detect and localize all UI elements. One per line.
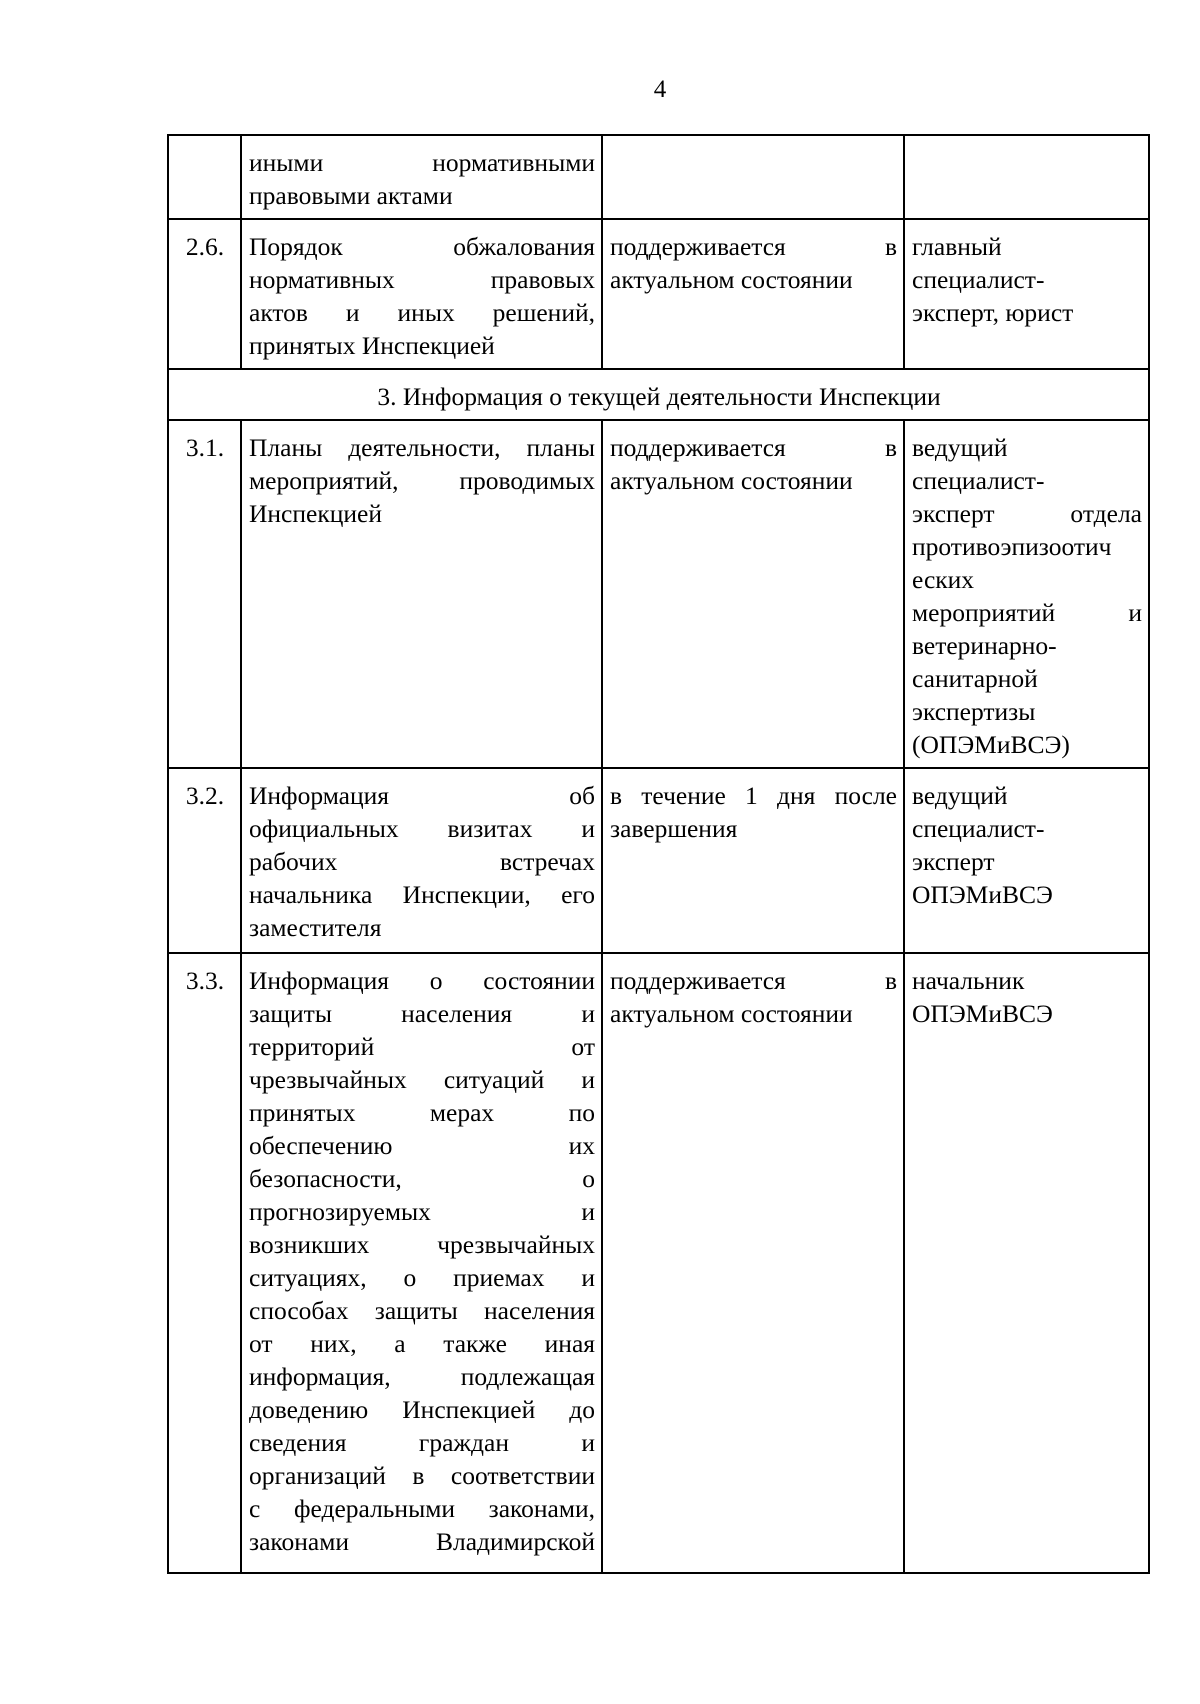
- row-responsible-line: ветеринарно-: [912, 631, 1057, 660]
- table-row: [168, 219, 1149, 369]
- row-name-line: Планы деятельности, планы: [249, 433, 595, 462]
- row-name-line: заместителя: [249, 913, 382, 942]
- row-name-line: Инспекцией: [249, 499, 382, 528]
- row-name-cell: [241, 768, 602, 953]
- row-name-line: информация, подлежащая: [249, 1362, 595, 1391]
- table-row: [168, 420, 1149, 768]
- row-number: [168, 135, 241, 219]
- row-term-line: поддерживается в: [610, 966, 897, 995]
- row-name-line: ситуациях, о приемах и: [249, 1263, 595, 1292]
- row-name-line: от них, а также иная: [249, 1329, 595, 1358]
- row-term-line: актуальном состоянии: [610, 265, 853, 294]
- row-name-line: доведению Инспекцией до: [249, 1395, 595, 1424]
- row-term-cell: [602, 219, 904, 369]
- row-term-line: поддерживается в: [610, 232, 897, 261]
- row-responsible-line: экспертизы: [912, 697, 1036, 726]
- row-name-line: территорий от: [249, 1032, 595, 1061]
- row-name-cell: [241, 219, 602, 369]
- row-number: 3.3.: [168, 953, 241, 1573]
- row-name-line: прогнозируемых и: [249, 1197, 595, 1226]
- row-name-cell: [241, 953, 602, 1573]
- row-name-line: иными нормативными: [249, 148, 595, 177]
- section-header-row: [168, 369, 1149, 420]
- section-title: 3. Информация о текущей деятельности Инспекции: [168, 369, 1149, 420]
- row-name-line: нормативных правовых: [249, 265, 595, 294]
- row-term-cell: [602, 135, 904, 219]
- row-name-line: чрезвычайных ситуаций и: [249, 1065, 595, 1094]
- row-term-cell: [602, 768, 904, 953]
- row-responsible-line: эксперт: [912, 847, 995, 876]
- row-name-cell: [241, 135, 602, 219]
- row-responsible-line: специалист-: [912, 814, 1045, 843]
- row-term-line: актуальном состоянии: [610, 466, 853, 495]
- row-responsible-line: эксперт, юрист: [912, 298, 1074, 327]
- row-name-line: актов и иных решений,: [249, 298, 595, 327]
- row-responsible-cell: [904, 768, 1149, 953]
- row-responsible-line: начальник: [912, 966, 1025, 995]
- row-responsible-line: эксперт отдела: [912, 499, 1142, 528]
- row-responsible-cell: [904, 953, 1149, 1573]
- row-term-line: поддерживается в: [610, 433, 897, 462]
- row-responsible-line: (ОПЭМиВСЭ): [912, 730, 1070, 759]
- table-row: [168, 135, 1149, 219]
- row-name-line: возникших чрезвычайных: [249, 1230, 595, 1259]
- row-responsible-cell: [904, 420, 1149, 768]
- row-responsible-cell: [904, 219, 1149, 369]
- row-name-line: способах защиты населения: [249, 1296, 595, 1325]
- row-number: 3.1.: [168, 420, 241, 768]
- row-responsible-line: ведущий: [912, 433, 1008, 462]
- row-number: 3.2.: [168, 768, 241, 953]
- row-name-line: защиты населения и: [249, 999, 595, 1028]
- row-responsible-cell: [904, 135, 1149, 219]
- row-name-line: официальных визитах и: [249, 814, 595, 843]
- row-name-line: рабочих встречах: [249, 847, 595, 876]
- row-name-line: начальника Инспекции, его: [249, 880, 595, 909]
- row-name-line: Порядок обжалования: [249, 232, 595, 261]
- row-responsible-line: ОПЭМиВСЭ: [912, 999, 1053, 1028]
- row-responsible-line: ОПЭМиВСЭ: [912, 880, 1053, 909]
- row-responsible-line: ведущий: [912, 781, 1008, 810]
- row-name-line: безопасности, о: [249, 1164, 595, 1193]
- row-name-line: сведения граждан и: [249, 1428, 595, 1457]
- row-responsible-line: специалист-: [912, 466, 1045, 495]
- row-responsible-line: еских: [912, 565, 975, 594]
- row-name-line: правовыми актами: [249, 181, 453, 210]
- row-term-line: в течение 1 дня после: [610, 781, 897, 810]
- row-name-line: организаций в соответствии: [249, 1461, 595, 1490]
- row-name-line: принятых мерах по: [249, 1098, 595, 1127]
- row-term-line: актуальном состоянии: [610, 999, 853, 1028]
- row-responsible-line: главный: [912, 232, 1002, 261]
- page-number: 4: [653, 76, 667, 103]
- table-row: [168, 768, 1149, 953]
- row-term-cell: [602, 420, 904, 768]
- row-responsible-line: специалист-: [912, 265, 1045, 294]
- row-name-line: законами Владимирской: [249, 1527, 595, 1556]
- row-name-line: обеспечению их: [249, 1131, 595, 1160]
- row-responsible-line: противоэпизоотич: [912, 532, 1112, 561]
- row-name-cell: [241, 420, 602, 768]
- row-name-line: принятых Инспекцией: [249, 331, 495, 360]
- row-name-line: Информация об: [249, 781, 595, 810]
- row-responsible-line: санитарной: [912, 664, 1038, 693]
- row-name-line: Информация о состоянии: [249, 966, 595, 995]
- row-number: 2.6.: [168, 219, 241, 369]
- row-responsible-line: мероприятий и: [912, 598, 1142, 627]
- table-row: [168, 953, 1149, 1573]
- row-name-line: мероприятий, проводимых: [249, 466, 595, 495]
- row-term-line: завершения: [610, 814, 738, 843]
- row-term-cell: [602, 953, 904, 1573]
- row-name-line: с федеральными законами,: [249, 1494, 595, 1523]
- information-table: [167, 134, 1150, 1574]
